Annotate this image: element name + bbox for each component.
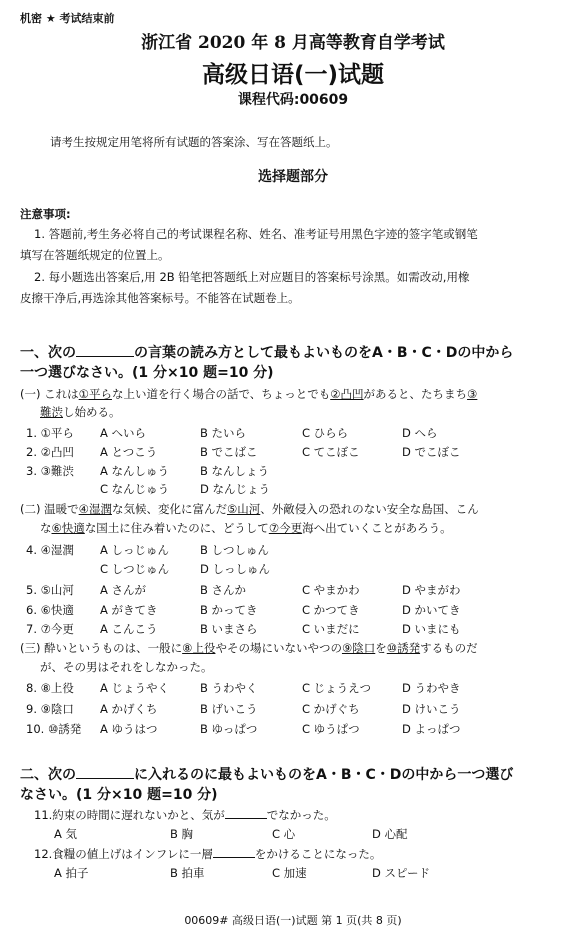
passage1-line2 bbox=[40, 404, 121, 420]
question-8-option-d: D うわやき bbox=[402, 681, 461, 695]
p2-text: (二) 温暖で bbox=[20, 502, 79, 516]
q12-stem bbox=[34, 846, 381, 862]
question-3-option-d: D なんじょう bbox=[200, 482, 271, 496]
question-3-number: 3. ③難渋 bbox=[26, 464, 74, 478]
p1-text: があると、たちまち bbox=[363, 387, 468, 401]
question-10-option-a: A ゆうはつ bbox=[100, 722, 158, 736]
part2-heading-line2: なさい。(1 分×10 题=10 分) bbox=[20, 787, 218, 803]
question-5-option-b: B さんか bbox=[200, 583, 247, 597]
question-10-number: 10. ⑩誘発 bbox=[26, 722, 82, 736]
p1-text: な上い道を行く場合の話で、ちょっとでも bbox=[111, 387, 331, 401]
q12-option-d: D スピード bbox=[372, 866, 431, 880]
p2-underlined-7: ⑦今更 bbox=[268, 521, 303, 535]
question-1-option-d: D へら bbox=[402, 426, 438, 440]
question-2-number: 2. ②凸凹 bbox=[26, 445, 74, 459]
p3-text: するものだ bbox=[420, 641, 478, 655]
q11-text: 11.約束の時間に遅れないかと、気が bbox=[34, 808, 225, 822]
q12-option-c: C 加速 bbox=[272, 866, 307, 880]
p2-text: な国土に住み着いたのに、どうして bbox=[84, 521, 269, 535]
p3-text: を bbox=[375, 641, 387, 655]
question-6-number: 6. ⑥快適 bbox=[26, 603, 74, 617]
p3-underlined-8: ⑧上役 bbox=[182, 641, 216, 655]
p1-underlined-3: ③ bbox=[467, 387, 478, 401]
question-4-option-b: B しつしゅん bbox=[200, 543, 270, 557]
p3-underlined-10: ⑩誘発 bbox=[386, 641, 421, 655]
note-1-line2: 填写在答题纸规定的位置上。 bbox=[20, 248, 170, 262]
p1-text: (一) これは bbox=[20, 387, 79, 401]
paper-title: 高级日语(一)试题 bbox=[201, 62, 385, 88]
passage2-line2 bbox=[40, 520, 452, 536]
question-4-option-c: C しつじゅん bbox=[100, 562, 170, 576]
part2-heading-b: に入れるのに最もよいものをA・B・C・Dの中から一つ選び bbox=[134, 767, 514, 783]
question-7-option-d: D いまにも bbox=[402, 622, 461, 636]
question-8-number: 8. ⑧上役 bbox=[26, 681, 74, 695]
part1-heading bbox=[20, 342, 513, 362]
question-6-option-c: C かつてき bbox=[302, 603, 360, 617]
question-2-option-b: B でこばこ bbox=[200, 445, 258, 459]
question-1-number: 1. ①平ら bbox=[26, 426, 74, 440]
p2-text: な bbox=[40, 521, 52, 535]
page-footer: 00609# 高级日语(一)试题 第 1 页(共 8 页) bbox=[184, 914, 402, 927]
q11-blank bbox=[225, 808, 267, 819]
question-8-option-b: B うわやく bbox=[200, 681, 258, 695]
q12-option-b: B 拍車 bbox=[170, 866, 205, 880]
question-3-option-c: C なんじゅう bbox=[100, 482, 170, 496]
part2-heading bbox=[20, 764, 513, 784]
q11-option-d: D 心配 bbox=[372, 827, 408, 841]
q11-text: でなかった。 bbox=[266, 808, 336, 822]
confidential-mark: 机密 ★ 考试结束前 bbox=[20, 12, 115, 25]
heading-blank bbox=[76, 344, 134, 357]
question-7-option-c: C いまだに bbox=[302, 622, 360, 636]
question-9-option-b: B げいこう bbox=[200, 702, 258, 716]
passage3-line2: が、その男はそれをしなかった。 bbox=[40, 660, 213, 674]
p2-underlined-4: ④湿潤 bbox=[78, 502, 112, 516]
q11-stem bbox=[34, 807, 336, 823]
q11-option-b: B 胸 bbox=[170, 827, 194, 841]
question-4-option-a: A しっじゅん bbox=[100, 543, 170, 557]
course-code: 课程代码:00609 bbox=[237, 92, 349, 108]
part1-heading-line2: 一つ選びなさい。(1 分×10 题=10 分) bbox=[20, 365, 274, 381]
question-6-option-b: B かってき bbox=[200, 603, 258, 617]
question-1-option-b: B たいら bbox=[200, 426, 247, 440]
question-9-number: 9. ⑨陰口 bbox=[26, 702, 74, 716]
question-3-option-a: A なんしゅう bbox=[100, 464, 170, 478]
passage1-line1 bbox=[20, 386, 477, 402]
question-1-option-c: C ひらら bbox=[302, 426, 349, 440]
question-7-option-a: A こんこう bbox=[100, 622, 158, 636]
q12-text: をかけることになった。 bbox=[254, 847, 382, 861]
question-3-option-b: B なんしょう bbox=[200, 464, 270, 478]
question-6-option-d: D かいてき bbox=[402, 603, 461, 617]
passage3-line1 bbox=[20, 640, 478, 656]
q11-option-a: A 気 bbox=[54, 827, 78, 841]
q12-option-a: A 拍子 bbox=[54, 866, 89, 880]
p3-underlined-9: ⑨陰口 bbox=[341, 641, 376, 655]
question-8-option-a: A じょうやく bbox=[100, 681, 170, 695]
part2-heading-a: 二、次の bbox=[20, 767, 76, 783]
p1-underlined-2: ②凸凹 bbox=[330, 387, 364, 401]
question-10-option-d: D よっぱつ bbox=[402, 722, 461, 736]
p2-text: 海へ出ていくことがあろう。 bbox=[302, 521, 452, 535]
instruction: 请考生按规定用笔将所有试题的答案涂、写在答题纸上。 bbox=[50, 135, 338, 149]
question-2-option-c: C てこぼこ bbox=[302, 445, 360, 459]
notes-heading: 注意事项: bbox=[20, 207, 71, 221]
note-2-line1: 2. 每小题选出答案后,用 2B 铅笔把答题纸上对应题目的答案标号涂黑。如需改动,用橡 bbox=[34, 270, 470, 284]
question-5-option-c: C やまかわ bbox=[302, 583, 360, 597]
note-1-line1: 1. 答题前,考生务必将自己的考试课程名称、姓名、准考证号用黑色字迹的签字笔或钢笔 bbox=[34, 227, 478, 241]
question-5-option-a: A さんが bbox=[100, 583, 147, 597]
q12-text: 12.食糧の値上げはインフレに一層 bbox=[34, 847, 213, 861]
question-9-option-c: C かげぐち bbox=[302, 702, 360, 716]
exam-title: 浙江省 2020 年 8 月高等教育自学考试 bbox=[141, 33, 445, 53]
p2-text: な気候、変化に富んだ bbox=[111, 502, 227, 516]
p1-text: し始める。 bbox=[63, 405, 121, 419]
question-6-option-a: A がきてき bbox=[100, 603, 158, 617]
question-5-number: 5. ⑤山河 bbox=[26, 583, 74, 597]
question-7-option-b: B いまさら bbox=[200, 622, 258, 636]
q12-blank bbox=[213, 847, 255, 858]
p1-underlined-3b: 難渋 bbox=[40, 405, 63, 419]
question-5-option-d: D やまがわ bbox=[402, 583, 461, 597]
p3-text: やその場にいないやつの bbox=[215, 641, 342, 655]
note-2-line2: 皮擦干净后,再选涂其他答案标号。不能答在试题卷上。 bbox=[20, 291, 300, 305]
passage2-line1 bbox=[20, 501, 479, 517]
p3-text: (三) 酔いというものは、一般に bbox=[20, 641, 183, 655]
p2-underlined-6: ⑥快適 bbox=[51, 521, 85, 535]
question-9-option-d: D けいこう bbox=[402, 702, 461, 716]
question-4-option-d: D しっしゅん bbox=[200, 562, 271, 576]
q11-option-c: C 心 bbox=[272, 827, 296, 841]
p2-underlined-5: ⑤山河 bbox=[226, 502, 261, 516]
p2-text: 、外敵侵入の恐れのない安全な島国、こん bbox=[260, 502, 479, 516]
question-8-option-c: C じょうえつ bbox=[302, 681, 371, 695]
heading-blank bbox=[76, 766, 134, 779]
question-1-option-a: A へいら bbox=[100, 426, 147, 440]
question-2-option-a: A とつこう bbox=[100, 445, 158, 459]
p1-underlined-1: ①平ら bbox=[78, 387, 112, 401]
question-10-option-b: B ゆっぱつ bbox=[200, 722, 258, 736]
part1-heading-b: の言葉の読み方として最もよいものをA・B・C・Dの中から bbox=[134, 345, 514, 361]
question-4-number: 4. ④湿潤 bbox=[26, 543, 74, 557]
question-7-number: 7. ⑦今更 bbox=[26, 622, 74, 636]
part1-heading-a: 一、次の bbox=[20, 345, 76, 361]
section-title: 选择题部分 bbox=[258, 169, 328, 185]
question-10-option-c: C ゆうぱつ bbox=[302, 722, 360, 736]
question-9-option-a: A かげくち bbox=[100, 702, 158, 716]
question-2-option-d: D でこぼこ bbox=[402, 445, 461, 459]
